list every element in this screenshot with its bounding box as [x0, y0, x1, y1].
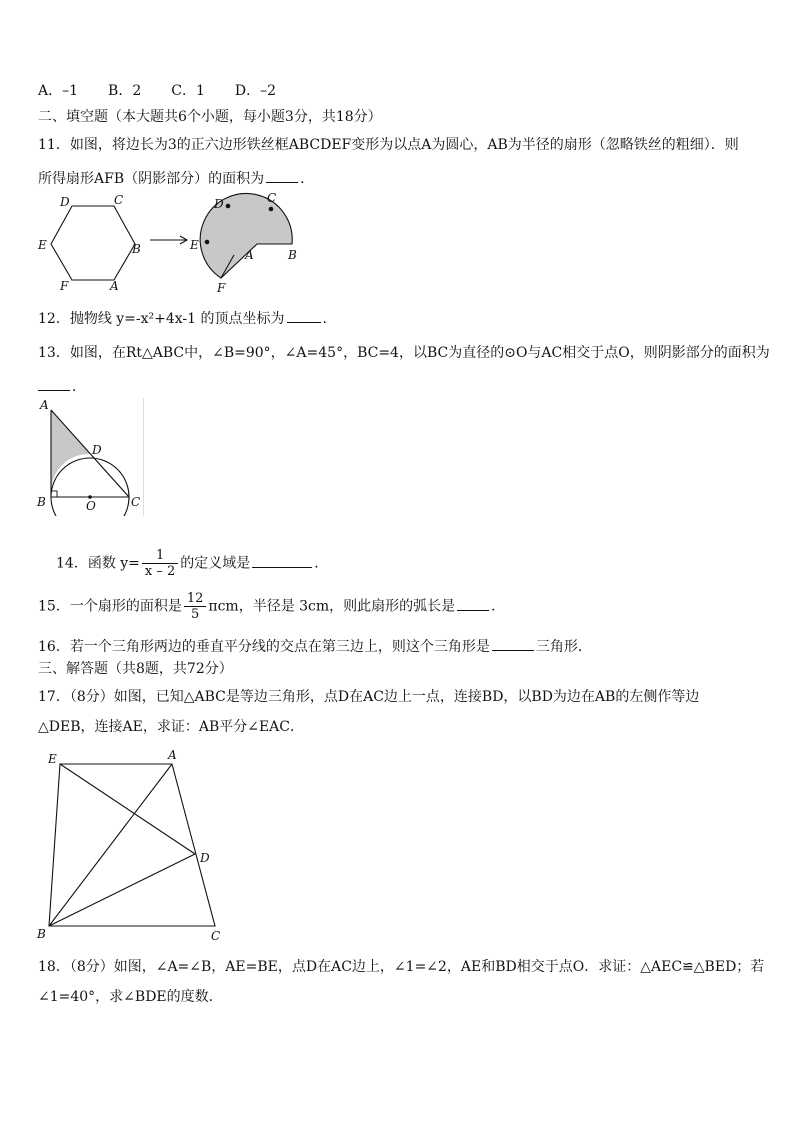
q15-blank: [457, 596, 489, 611]
label-d: D: [92, 443, 102, 457]
q10-options: [38, 82, 306, 100]
point-c: [269, 207, 274, 212]
label-d: D: [200, 851, 210, 865]
option-a: A．–1: [38, 83, 79, 99]
option-c: C．1: [171, 83, 205, 99]
q14-line: 14．函数 y= $\frac{1}{x - 2}$ 的定义域是 ．: [56, 548, 329, 579]
label-b: B: [37, 927, 46, 941]
q16-line: 16．若一个三角形两边的垂直平分线的交点在第三边上，则这个三角形是 三角形．: [38, 636, 592, 656]
quad-outline: [49, 764, 215, 926]
sector-label-a: A: [245, 248, 254, 262]
q13-blank: [38, 376, 70, 391]
hex-label-c: C: [114, 193, 124, 207]
q12-blank: [287, 308, 321, 323]
option-d: D．–2: [234, 83, 276, 99]
q13-line1: 13．如图，在Rt△ABC中，∠B=90°，∠A=45°，BC=4，以BC为直径的⊙O与AC相交于点O，则阴影部分的面积为: [38, 345, 770, 361]
q13-line2: [38, 376, 86, 396]
hex-label-d: D: [60, 195, 70, 209]
sector-label-b: B: [288, 248, 297, 262]
q12-line: [38, 308, 337, 328]
q13-figure: [34, 398, 146, 516]
sector-label-f: F: [217, 281, 226, 294]
q12-text: 12．抛物线 y=-x²+4x-1 的顶点坐标为: [38, 311, 285, 327]
q15-line: 15．一个扇形的面积是 $\frac{12}{5}$ πcm，半径是 3cm，则此扇形的弧长是 ．: [38, 591, 506, 622]
section3-title: 三、解答题（共8题，共72分）: [38, 661, 233, 677]
q11-end: ．: [300, 171, 315, 187]
label-a: A: [40, 398, 49, 412]
q11-blank: [266, 168, 298, 183]
label-c: C: [211, 929, 221, 943]
q15-fraction: $\frac{12}{5}$: [184, 591, 207, 622]
q18-line1: 18．（8分）如图，∠A=∠B，AE=BE，点D在AC边上，∠1=∠2，AE和BD相交于点O．求证：△AEC≌△BED；若: [38, 959, 765, 975]
label-o: O: [86, 499, 96, 513]
q11-line2: [38, 168, 314, 188]
hex-label-a: A: [110, 279, 119, 293]
q18-line2: ∠1=40°，求∠BDE的度数．: [38, 989, 223, 1005]
q17-line2: △DEB，连接AE，求证：AB平分∠EAC．: [38, 719, 304, 735]
label-e: E: [48, 752, 57, 766]
sector-label-d: D: [214, 197, 224, 211]
label-a: A: [168, 748, 177, 762]
q16-blank: [492, 636, 534, 651]
q14-fraction: $\frac{1}{x - 2}$: [142, 548, 178, 579]
label-c: C: [131, 495, 141, 509]
q14-blank: [252, 553, 312, 568]
sector-label-e: E: [190, 238, 199, 252]
label-b: B: [37, 495, 46, 509]
hex-label-e: E: [38, 238, 47, 252]
section2-title: 二、填空题（本大题共6个小题，每小题3分，共18分）: [38, 109, 382, 125]
hexagon-shape: [51, 206, 135, 280]
q17-line1: 17．（8分）如图，已知△ABC是等边三角形，点D在AC边上一点，连接BD，以BD为边在AB的左侧作等边: [38, 689, 700, 705]
q12-end: ．: [322, 311, 337, 327]
q13-end: ．: [72, 379, 86, 395]
q17-figure: [34, 746, 234, 944]
hex-label-f: F: [60, 279, 69, 293]
q11-line1: 11．如图，将边长为3的正六边形铁丝框ABCDEF变形为以点A为圆心，AB为半径的扇形（忽略铁丝的粗细）．则: [38, 137, 739, 153]
shaded-region: [51, 410, 91, 492]
sector-label-c: C: [267, 192, 277, 205]
point-d: [226, 204, 231, 209]
point-e: [205, 240, 210, 245]
q11-text: 所得扇形AFB（阴影部分）的面积为: [38, 171, 265, 187]
right-angle-mark: [51, 491, 57, 497]
q11-figure: [34, 192, 300, 294]
hex-label-b: B: [132, 242, 141, 256]
q14-text: 14．函数 y=: [56, 555, 140, 572]
option-b: B．2: [108, 83, 142, 99]
